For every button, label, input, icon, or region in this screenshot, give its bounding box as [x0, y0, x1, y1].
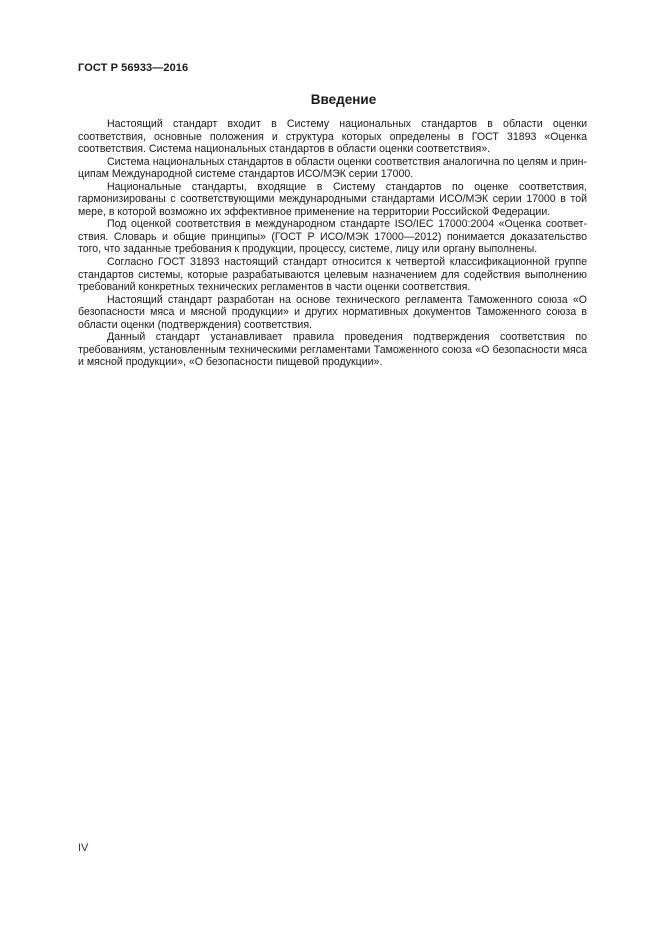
page-number: IV — [78, 842, 89, 854]
document-code: ГОСТ Р 56933—2016 — [78, 62, 189, 74]
paragraph: Согласно ГОСТ 31893 настоящий стандарт относится к четвертой классификационной группе стандартов системы, которые разрабатываются целевым назначением для содействия выполнению требований конкретных технических регламентов в части оценки соответствия. — [78, 256, 587, 294]
section-title: Введение — [310, 92, 377, 107]
paragraph: Настоящий стандарт разработан на основе технического регламента Таможенного союза «О безопасности мяса и мясной продукции» и других нормативных документов Таможенного союза в области оценки (подтверждения) соответствия. — [78, 293, 587, 331]
paragraph: Настоящий стандарт входит в Систему национальных стандартов в области оценки соответствия, основные положения и структура которых определены в ГОСТ 31893 «Оценка соответствия. Система национальных стандартов в области оценки соответствия». — [78, 118, 587, 156]
paragraph: Под оценкой соответствия в международном стандарте ISO/IEC 17000:2004 «Оценка соответствия. Словарь и общие принципы» (ГОСТ Р ИСО/МЭК 17000—2012) понимается доказательство того, что заданные требования к продукции, процессу, системе, лицу или органу выполнены. — [78, 218, 587, 256]
paragraph: Национальные стандарты, входящие в Систему стандартов по оценке соответствия, гармонизированы с соответствующими международными стандартами ИСО/МЭК серии 17000 в той мере, в которой возможно их эффективное применение на территории Российской Федерации. — [78, 180, 587, 218]
paragraph: Данный стандарт устанавливает правила проведения подтверждения соответствия по требованиям, установленным техническими регламентами Таможенного союза «О безопасности мяса и мясной продукции», «О безопасности пищевой продукции». — [78, 331, 587, 369]
paragraph: Система национальных стандартов в области оценки соответствия аналогична по целям и принципам Международной системе стандартов ИСО/МЭК серии 17000. — [78, 155, 587, 181]
section-body — [78, 118, 587, 369]
